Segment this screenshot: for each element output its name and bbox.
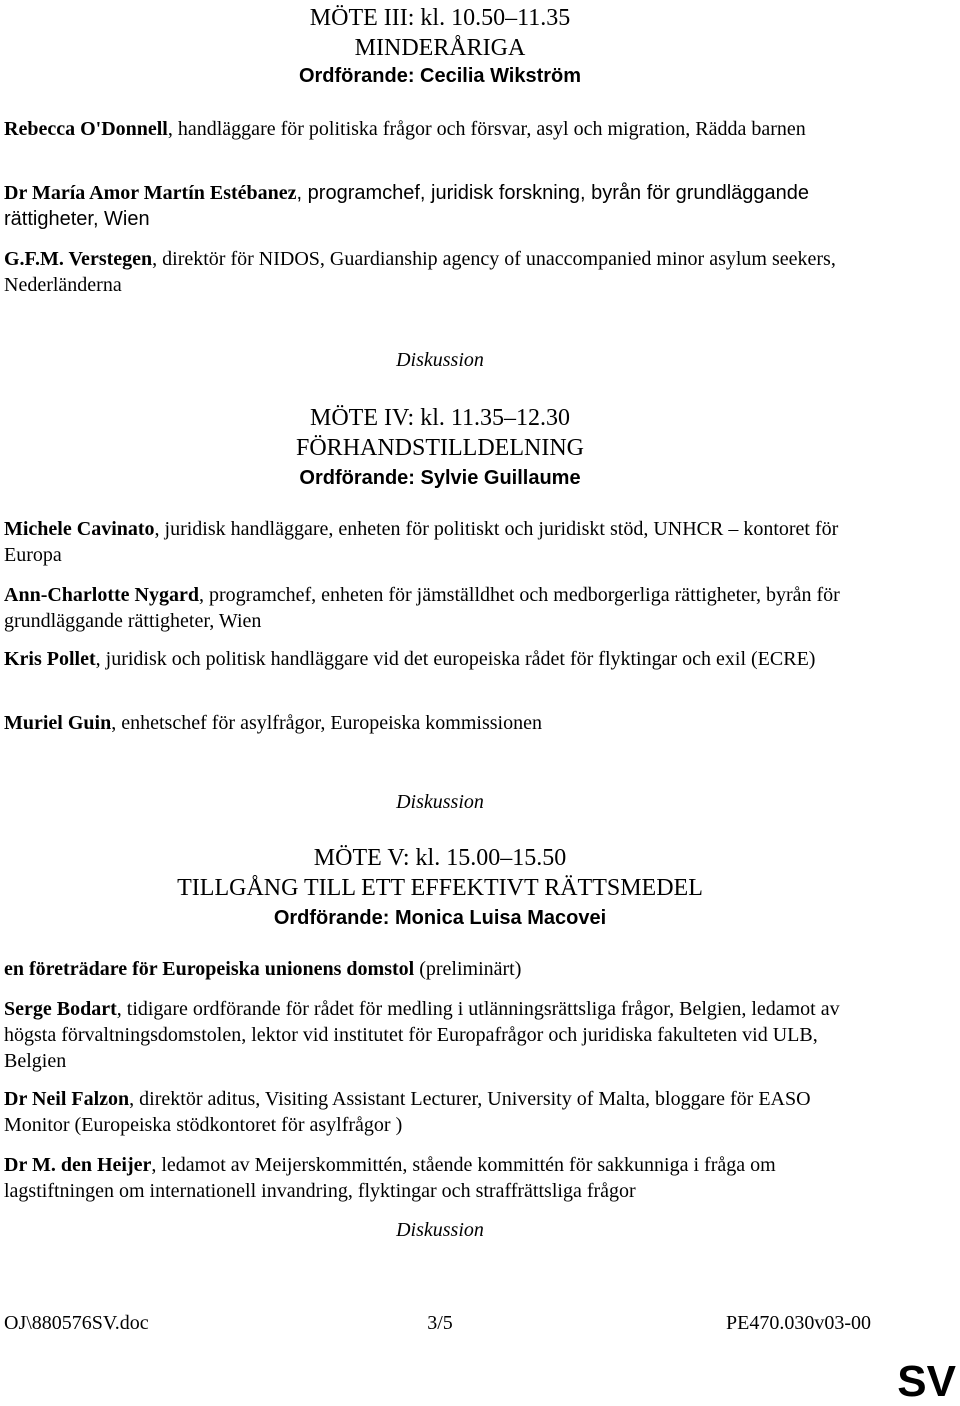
speaker-entry <box>4 956 874 982</box>
speaker-entry <box>4 996 874 1074</box>
speaker-entry <box>4 1086 874 1138</box>
session-4-chair: Ordförande: Sylvie Guillaume <box>299 467 581 489</box>
language-code: SV <box>897 1357 956 1406</box>
speaker-entry <box>4 710 874 736</box>
session-5-chair: Ordförande: Monica Luisa Macovei <box>273 907 607 929</box>
discussion-label: Diskussion <box>396 349 484 371</box>
speaker-name: Michele Cavinato <box>4 518 155 540</box>
speaker-name: Ann-Charlotte Nygard <box>4 584 199 606</box>
speaker-description: , direktör aditus, Visiting Assistant Lecturer, University of Malta, bloggare för EASO Monitor (Europeiska stödkontoret för asylfrågor ) <box>4 1088 811 1136</box>
speaker-description: , programchef, juridisk forskning, byrån för grundläggande rättigheter, Wien <box>4 182 810 230</box>
speaker-name: Kris Pollet <box>4 648 96 670</box>
footer-page-number: 3/5 <box>427 1312 453 1334</box>
speaker-name: Serge Bodart <box>4 998 117 1020</box>
speaker-description: , direktör för NIDOS, Guardianship agency of unaccompanied minor asylum seekers, Nederländerna <box>4 248 836 296</box>
session-4-topic: FÖRHANDSTILLDELNING <box>296 435 584 461</box>
speaker-entry <box>4 246 874 298</box>
speaker-name: Dr M. den Heijer <box>4 1154 152 1176</box>
speaker-entry <box>4 116 874 142</box>
speaker-name: Muriel Guin <box>4 712 112 734</box>
session-5-topic: TILLGÅNG TILL ETT EFFEKTIVT RÄTTSMEDEL <box>177 875 703 901</box>
speaker-description: (preliminärt) <box>414 958 522 980</box>
footer-pe-ref: PE470.030v03-00 <box>726 1312 871 1334</box>
session-3-topic: MINDERÅRIGA <box>354 35 526 61</box>
session-3-title: MÖTE III: kl. 10.50–11.35 <box>309 5 571 31</box>
speaker-description: , programchef, enheten för jämställdhet och medborgerliga rättigheter, byrån för grundläggande rättigheter, Wien <box>4 584 840 632</box>
speaker-name: Dr Neil Falzon <box>4 1088 130 1110</box>
speaker-entry <box>4 582 874 634</box>
speaker-description: , ledamot av Meijerskommittén, stående kommittén för sakkunniga i fråga om lagstiftningen om internationell invandring, flyktingar och straffrättsliga frågor <box>4 1154 776 1202</box>
footer-doc-ref: OJ\880576SV.doc <box>4 1312 149 1334</box>
discussion-label: Diskussion <box>396 791 484 813</box>
speaker-name: en företrädare för Europeiska unionens domstol <box>4 958 415 980</box>
discussion-label: Diskussion <box>396 1219 484 1241</box>
speaker-entry <box>4 180 874 232</box>
speaker-description: , enhetschef för asylfrågor, Europeiska kommissionen <box>111 712 542 734</box>
session-4-title: MÖTE IV: kl. 11.35–12.30 <box>310 405 570 431</box>
speaker-description: , tidigare ordförande för rådet för medling i utlänningsrättsliga frågor, Belgien, ledamot av högsta förvaltningsdomstolen, lektor vid institutet för Europafrågor och juridiska fakulteten vid ULB, Belgien <box>4 998 840 1072</box>
speaker-description: , juridisk och politisk handläggare vid det europeiska rådet för flyktingar och exil (ECRE) <box>95 648 816 670</box>
speaker-entry <box>4 646 874 672</box>
speaker-entry <box>4 1152 874 1204</box>
session-3-chair: Ordförande: Cecilia Wikström <box>298 65 582 87</box>
speaker-entry <box>4 516 874 568</box>
speaker-name: Rebecca O'Donnell <box>4 118 168 140</box>
speaker-name: G.F.M. Verstegen <box>4 248 153 270</box>
speaker-description: , juridisk handläggare, enheten för politiskt och juridiskt stöd, UNHCR – kontoret för Europa <box>4 518 839 566</box>
session-5-title: MÖTE V: kl. 15.00–15.50 <box>313 845 567 871</box>
speaker-name: Dr María Amor Martín Estébanez <box>4 182 297 204</box>
speaker-description: , handläggare för politiska frågor och försvar, asyl och migration, Rädda barnen <box>167 118 806 140</box>
